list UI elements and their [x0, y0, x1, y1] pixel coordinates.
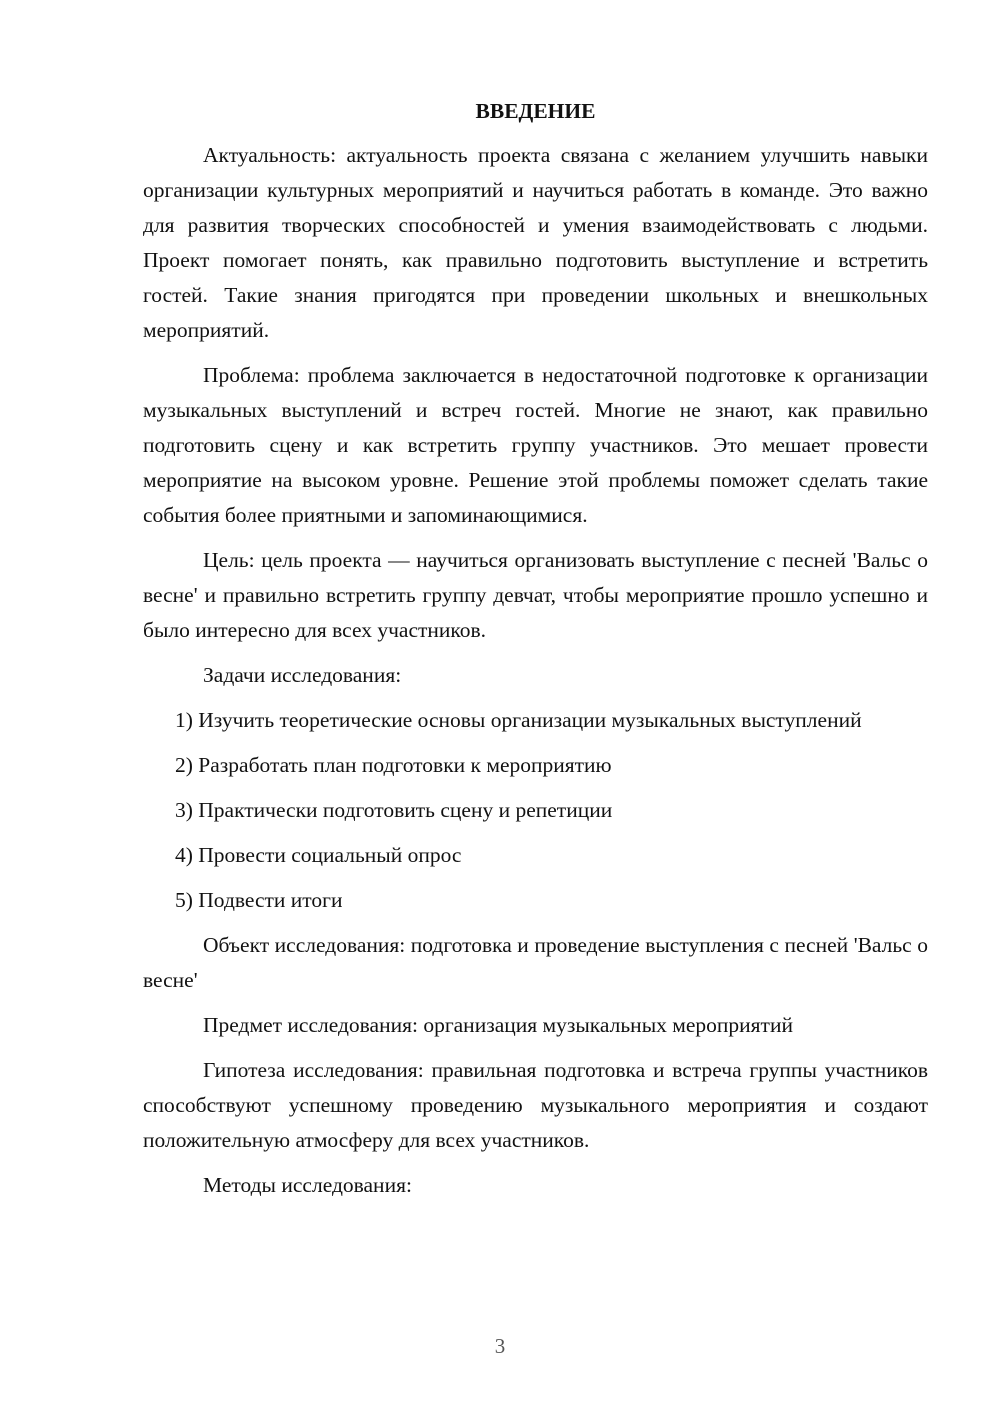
paragraph-hypothesis: Гипотеза исследования: правильная подготовка и встреча группы участников способствуют успешному проведению музыкального мероприятия и создают положительную атмосферу для всех участников.: [143, 1058, 928, 1152]
task-item-5: 5) Подвести итоги: [175, 888, 343, 912]
methods-heading: Методы исследования:: [203, 1173, 412, 1197]
paragraph-goal: Цель: цель проекта — научиться организовать выступление с песней 'Вальс о весне' и правильно встретить группу девчат, чтобы мероприятие прошло успешно и было интересно для всех участников.: [143, 548, 928, 642]
page-number: 3: [494, 1334, 506, 1358]
task-item-2: 2) Разработать план подготовки к мероприятию: [175, 753, 612, 777]
paragraph-subject: Предмет исследования: организация музыкальных мероприятий: [203, 1013, 793, 1037]
paragraph-object: Объект исследования: подготовка и проведение выступления с песней 'Вальс о весне': [143, 933, 928, 992]
paragraph-problem: Проблема: проблема заключается в недостаточной подготовке к организации музыкальных выступлений и встреч гостей. Многие не знают, как правильно подготовить сцену и как встретить группу участников. Это мешает провести мероприятие на высоком уровне. Решение этой проблемы поможет сделать такие события более приятными и запоминающимися.: [143, 363, 928, 527]
task-item-3: 3) Практически подготовить сцену и репетиции: [175, 798, 613, 822]
section-title: ВВЕДЕНИЕ: [475, 99, 596, 123]
tasks-heading: Задачи исследования:: [203, 663, 402, 687]
task-item-1: 1) Изучить теоретические основы организации музыкальных выступлений: [175, 708, 862, 732]
task-item-4: 4) Провести социальный опрос: [175, 843, 462, 867]
page-content: [143, 96, 928, 1213]
paragraph-relevance: Актуальность: актуальность проекта связана с желанием улучшить навыки организации культурных мероприятий и научиться работать в команде. Это важно для развития творческих способностей и умения взаимодействовать с людьми. Проект помогает понять, как правильно подготовить выступление и встретить гостей. Такие знания пригодятся при проведении школьных и внешкольных мероприятий.: [143, 143, 928, 342]
